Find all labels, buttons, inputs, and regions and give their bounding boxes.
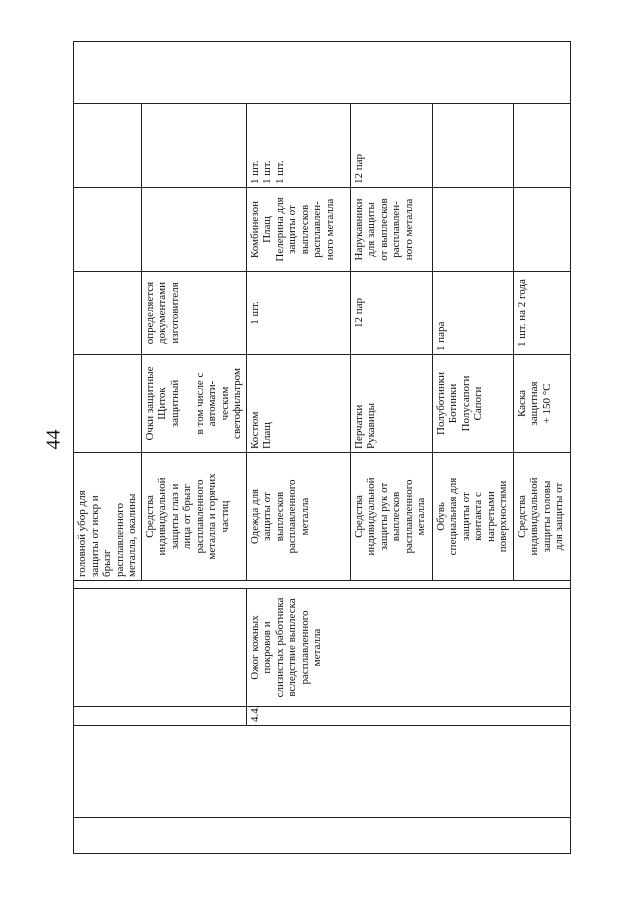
text-line: ческим [218, 386, 231, 421]
text-line: 12 пар [352, 297, 365, 329]
text-line: индивидуальной [528, 477, 540, 556]
table-cell [141, 104, 246, 188]
text-line: Плащ [261, 216, 273, 243]
text-line: 12 пар [352, 153, 365, 184]
text-line: определяется [143, 281, 156, 345]
text-line: Полусапоги [459, 375, 472, 432]
text-line: защиты глаз и [168, 483, 181, 550]
text-line: 1 пара [434, 321, 447, 351]
text-line: 1 шт. [273, 160, 286, 184]
text-line: защиты от искр и [88, 495, 101, 577]
text-line: индивидуальной [156, 477, 168, 556]
cell-r6-ppe-items [513, 355, 570, 453]
text-line: светофильтром [231, 368, 243, 439]
text-line: Комбинезон [248, 200, 261, 259]
text-line: слизистых работника [273, 597, 286, 698]
table-cell [141, 188, 246, 272]
text-line: брызг [101, 549, 113, 577]
table-cell [74, 589, 247, 707]
text-line: поверхностями [497, 480, 509, 553]
table-cell [74, 707, 247, 726]
text-line: 1 шт. на 2 года [515, 279, 528, 347]
cell-r4-protection-type [350, 453, 432, 581]
text-line: Плащ [261, 422, 273, 449]
text-line: Средства [515, 495, 528, 538]
text-line: расплавленного [113, 503, 126, 577]
text-line: Полуботинки [434, 372, 447, 435]
cell-r2-protection-type [141, 453, 246, 581]
text-line: Ботинки [447, 383, 459, 424]
text-line: 1 шт. [248, 301, 261, 325]
cell-r3-alt-issue-norm [246, 104, 350, 188]
text-line: металла [298, 497, 311, 536]
text-line: Щиток [156, 387, 168, 420]
text-line: изготовителя [168, 282, 181, 344]
text-line: защиты от [261, 492, 273, 541]
text-line: для защиты от [553, 482, 565, 551]
text-line: автомати- [206, 380, 218, 427]
text-line: контакта с [472, 492, 484, 541]
cell-r3-ppe-items [246, 355, 350, 453]
text-line: + 150 °С [540, 383, 553, 424]
text-line: Обувь [434, 502, 447, 531]
text-line: нагретыми [484, 491, 497, 542]
text-line: металла [415, 497, 427, 536]
cell-r4-ppe-items [350, 355, 432, 453]
cell-r4-alt-issue-norm [350, 104, 432, 188]
cell-r3-issue-norm [246, 272, 350, 355]
cell-r3-alt-ppe-items [246, 188, 350, 272]
text-line: защиты головы [540, 480, 553, 553]
table-cell [513, 188, 570, 272]
text-line: вследствие выплеска [286, 598, 298, 697]
text-line: Перчатки [352, 404, 365, 449]
text-line: Одежда для [248, 488, 261, 545]
text-line: 1 шт. [248, 160, 261, 184]
cell-r4-issue-norm [350, 272, 432, 355]
text-line: расплавленного [286, 479, 298, 554]
text-line: расплавлен- [390, 201, 402, 258]
text-line: защиты от [286, 205, 298, 254]
table-cell [74, 272, 142, 355]
text-line: расплавленного [298, 610, 311, 685]
table-cell [432, 104, 513, 188]
text-line: ного металла [402, 198, 415, 261]
cell-r1-protection-type [74, 453, 142, 581]
cell-hazard-description [246, 589, 570, 707]
text-line: защиты от [459, 492, 472, 541]
text-line: ного металла [323, 198, 336, 261]
text-line: Средства [143, 495, 156, 538]
text-line: защитный [168, 379, 181, 428]
table-row [74, 42, 142, 854]
text-line: Очки защитные [143, 366, 156, 441]
cell-r3-protection-type [246, 453, 350, 581]
cell-r2-issue-norm [141, 272, 246, 355]
cell-r5-issue-norm [432, 272, 513, 355]
text-line: Нарукавники [352, 198, 365, 261]
text-line: частиц [218, 500, 231, 533]
text-line: Костюм [248, 411, 261, 449]
cell-r5-protection-type [432, 453, 513, 581]
text-line: расплавленного [193, 479, 206, 554]
text-line: защиты рук от [377, 482, 390, 551]
text-line: Ожог кожных [248, 615, 261, 680]
text-line: выплесков [298, 204, 311, 255]
cell-r6-issue-norm [513, 272, 570, 355]
text-line: Каска [515, 389, 528, 418]
ppe-norms-table [73, 41, 571, 854]
text-line: покровов и [261, 621, 273, 674]
table-cell [74, 104, 142, 188]
text-line: металла [311, 628, 323, 667]
table-cell [74, 818, 571, 854]
text-line: металла и горячих [206, 473, 218, 560]
cell-r4-alt-ppe-items [350, 188, 432, 272]
text-line: расплавленного [402, 479, 415, 554]
table-cell [432, 188, 513, 272]
text-line: металла, окалины [126, 493, 138, 577]
table-cell [74, 726, 571, 818]
cell-r2-ppe-items [141, 355, 246, 453]
text-line: Рукавицы [365, 402, 377, 449]
page-number: 44 [42, 429, 65, 450]
text-line: 1 шт. [261, 160, 273, 184]
text-line: в том числе с [193, 372, 206, 435]
text-line: Сапоги [472, 386, 484, 421]
cell-r5-ppe-items [432, 355, 513, 453]
text-line: защитная [528, 381, 540, 426]
text-line: Средства [352, 495, 365, 538]
rotated-table-page [73, 42, 565, 854]
cell-r6-protection-type [513, 453, 570, 581]
table-cell [74, 355, 142, 453]
text-line: индивидуальной [365, 477, 377, 556]
text-line: выплесков [273, 491, 286, 542]
text-line: расплавлен- [311, 201, 323, 258]
table-cell [74, 581, 571, 589]
text-line: выплесков [390, 491, 402, 542]
table-cell [74, 42, 571, 104]
cell-item-number: 4.4.4 [246, 707, 570, 726]
table-cell [74, 188, 142, 272]
text-line: головной убор для [76, 490, 88, 577]
table-cell [513, 104, 570, 188]
text-line: лица от брызг [181, 483, 193, 550]
text-line: документами [156, 281, 168, 345]
text-line: для защиты [365, 202, 377, 257]
text-line: Пелерина для [273, 197, 286, 262]
text-line: специальная для [447, 477, 459, 556]
text-line: от выплесков [377, 198, 390, 261]
text-line [181, 358, 194, 449]
